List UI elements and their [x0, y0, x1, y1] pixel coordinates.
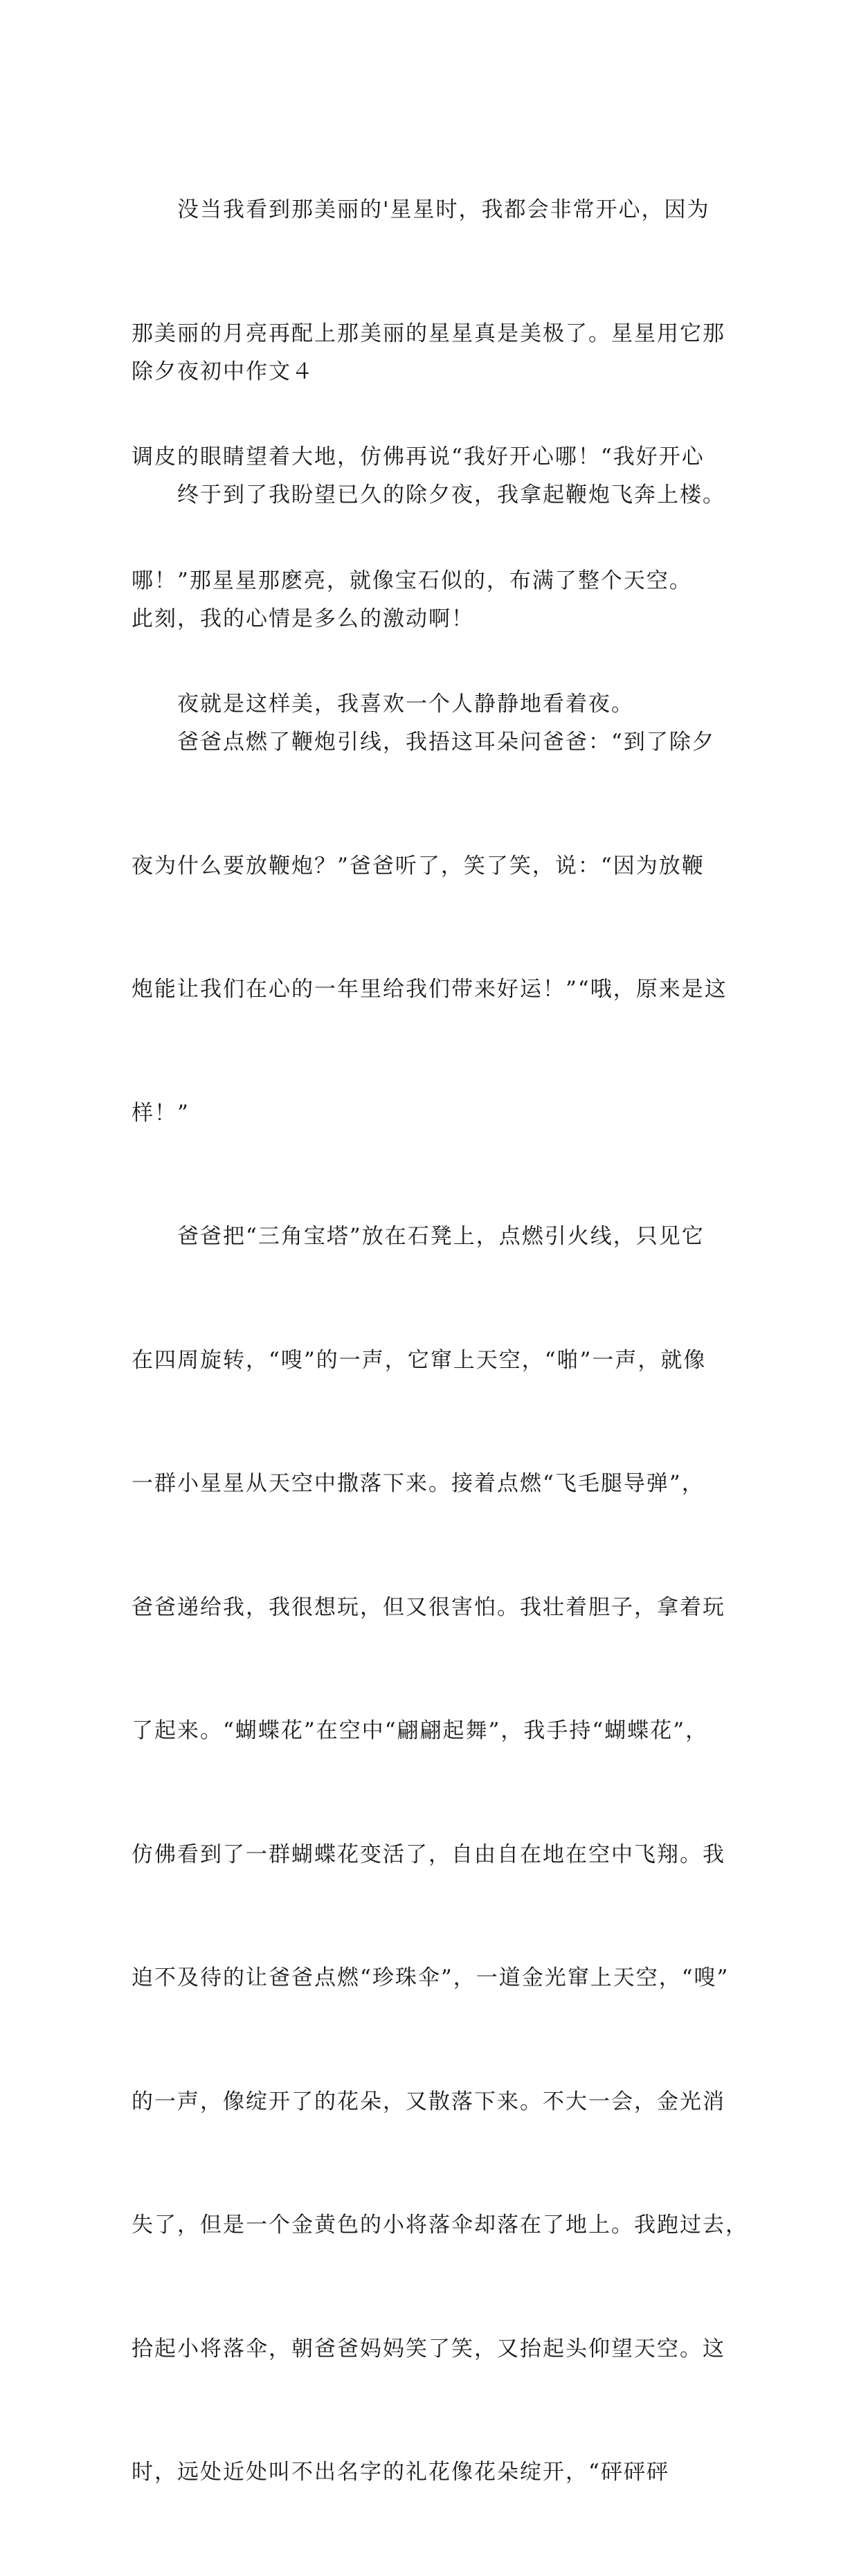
paragraph-line: 失了，但是一个金黄色的小将落伞却落在了地上。我跑过去，	[132, 2213, 748, 2237]
paragraph-line: 了起来。“蝴蝶花”在空中“翩翩起舞”，我手持“蝴蝶花”，	[132, 1718, 709, 1743]
paragraph-line: 爸爸点燃了鞭炮引线，我捂这耳朵问爸爸：“到了除夕	[132, 730, 715, 755]
paragraph-line: 仿佛看到了一群蝴蝶花变活了，自由自在地在空中飞翔。我	[132, 1841, 725, 1867]
paragraph-line: 的一声，像绽开了的花朵，又散落下来。不大一会，金光消	[132, 2089, 725, 2114]
paragraph-line: 迫不及待的让爸爸点燃“珍珠伞”，一道金光窜上天空，“嗖”	[132, 1965, 730, 1990]
paragraph-line: 终于到了我盼望已久的除夕夜，我拿起鞭炮飞奔上楼。	[132, 483, 725, 507]
paragraph-line: 时，远处近处叫不出名字的礼花像花朵绽开，“砰砰砰	[132, 2460, 669, 2485]
paragraph-line: 没当我看到那美丽的'星星时，我都会非常开心，因为	[132, 197, 710, 222]
paragraph-line: 夜就是这样美，我喜欢一个人静静地看着夜。	[132, 692, 634, 717]
paragraph-line: 此刻，我的心情是多么的激动啊！	[132, 606, 474, 631]
paragraph-line: 样！”	[132, 1100, 190, 1126]
paragraph-line: 那美丽的月亮再配上那美丽的星星真是美极了。星星用它那	[132, 321, 725, 346]
paragraph-line: 夜为什么要放鞭炮？”爸爸听了，笑了笑，说：“因为放鞭	[132, 853, 705, 879]
paragraph-line: 拾起小将落伞，朝爸爸妈妈笑了笑，又抬起头仰望天空。这	[132, 2336, 725, 2361]
essay-title: 除夕夜初中作文４	[132, 359, 314, 384]
paragraph-line: 调皮的眼睛望着大地，仿佛再说“我好开心哪！“我好开心	[132, 444, 705, 469]
paragraph-line: 哪！”那星星那麽亮，就像宝石似的，布满了整个天空。	[132, 568, 692, 593]
paragraph-line: 爸爸把“三角宝塔”放在石凳上，点燃引火线，只见它	[132, 1224, 705, 1249]
paragraph-line: 爸爸递给我，我很想玩，但又很害怕。我壮着胆子，拿着玩	[132, 1594, 725, 1620]
paragraph-line: 在四周旋转，“嗖”的一声，它窜上天空，“啪”一声，就像	[132, 1347, 707, 1373]
paragraph-line: 一群小星星从天空中撒落下来。接着点燃“飞毛腿导弹”，	[132, 1471, 705, 1496]
essay-section-two	[132, 393, 748, 2576]
paragraph-line: 炮能让我们在心的一年里给我们带来好运！”“哦，原来是这	[132, 977, 727, 1002]
